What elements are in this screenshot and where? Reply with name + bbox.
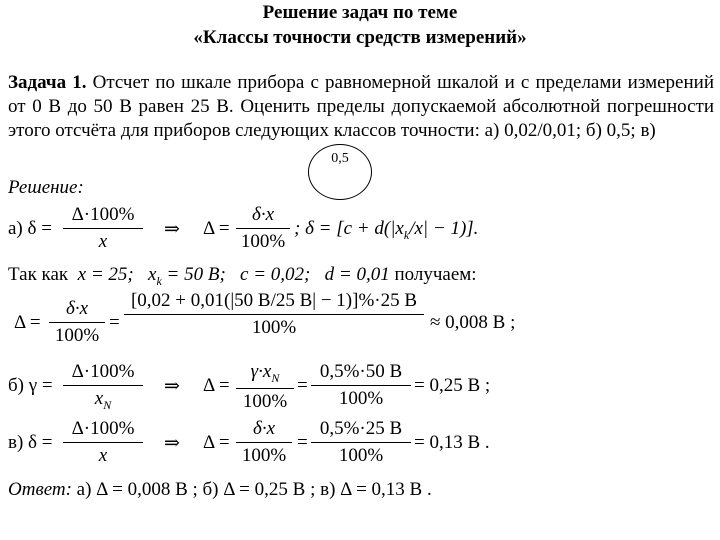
answer-label: Ответ:	[8, 479, 72, 500]
task-text: Отсчет по шкале прибора с равномерной шкалой и с пределами измерений от 0 В до 50 В равен 25 В. Оценить пределы допускаемой абсолютной погрешности этого отсчёта для приборов следующих классов точности: а) 0,02/0,01; б) 0,5; в)	[8, 72, 714, 141]
circled-class-value: 0,5	[331, 151, 349, 166]
solution-label: Решение:	[8, 177, 84, 198]
c-fraction-3: $\frac{0,5\%\cdot 25 B}{100\%}$	[311, 418, 411, 467]
c-fraction-2: $\frac{\delta\cdot x}{100\%}$	[236, 418, 292, 467]
a-formula-tail: ; $\delta = [c + d(|x_k/x| - 1)]$.	[294, 218, 479, 242]
task-label: Задача 1.	[8, 72, 87, 93]
task-paragraph	[8, 71, 714, 143]
b-delta-eq: Δ =	[203, 375, 230, 396]
c-arrow: ⇒	[164, 433, 180, 454]
b-fraction-2: $\frac{\gamma\cdot x_N}{100\%}$	[236, 361, 294, 413]
answer-line	[8, 479, 432, 501]
calc-fraction-1: $\frac{\delta\cdot x}{100\%}$	[49, 298, 105, 347]
calc-eq: =	[109, 312, 120, 333]
given-line: Так как x = 25; $x_k = 50$ B; c = 0,02; d = 0,01 получаем:	[8, 264, 477, 288]
calc-lhs: Δ =	[14, 312, 41, 333]
a-fraction-1	[63, 204, 143, 253]
c-delta-eq: Δ =	[203, 432, 230, 453]
b-result: = 0,25 B ;	[414, 375, 491, 396]
a-f1-num: Δ·100%	[63, 204, 143, 229]
b-fraction-1: $\frac{\Delta\cdot 100\%}{x_N}$	[63, 361, 143, 413]
b-fraction-3: $\frac{0,5\%\cdot 50 B}{100\%}$	[311, 361, 411, 410]
a-f1-den: x	[98, 231, 108, 252]
a-fraction-2	[236, 204, 290, 253]
c-eq: =	[297, 432, 308, 453]
a-delta-eq: Δ =	[203, 218, 230, 239]
title-line-2: «Классы точности средств измерений»	[193, 27, 527, 48]
a-f2-num: δ·x	[236, 204, 290, 229]
a-f2-den: 100%	[240, 231, 286, 252]
answer-text: а) Δ = 0,008 B ; б) Δ = 0,25 B ; в) Δ = 0,13 B .	[71, 479, 432, 500]
c-fraction-1: $\frac{\Delta\cdot 100\%}{x}$	[63, 418, 143, 467]
c-result: = 0,13 B .	[414, 432, 490, 453]
title-line-1: Решение задач по теме	[262, 2, 458, 23]
c-prefix: в) δ =	[8, 432, 53, 453]
calc-result: ≈ 0,008 B ;	[430, 312, 516, 333]
b-arrow: ⇒	[164, 376, 180, 397]
calc-fraction-2: $\frac{[0,02 + 0,01(|50 B/25 B| - 1)]\%\cdot 25 B}{100\%}$	[124, 290, 424, 339]
a-prefix: а) δ =	[8, 218, 52, 239]
a-arrow: ⇒	[164, 219, 180, 240]
b-prefix: б) γ =	[8, 375, 53, 396]
circled-annotation	[308, 144, 372, 200]
b-eq: =	[297, 375, 308, 396]
